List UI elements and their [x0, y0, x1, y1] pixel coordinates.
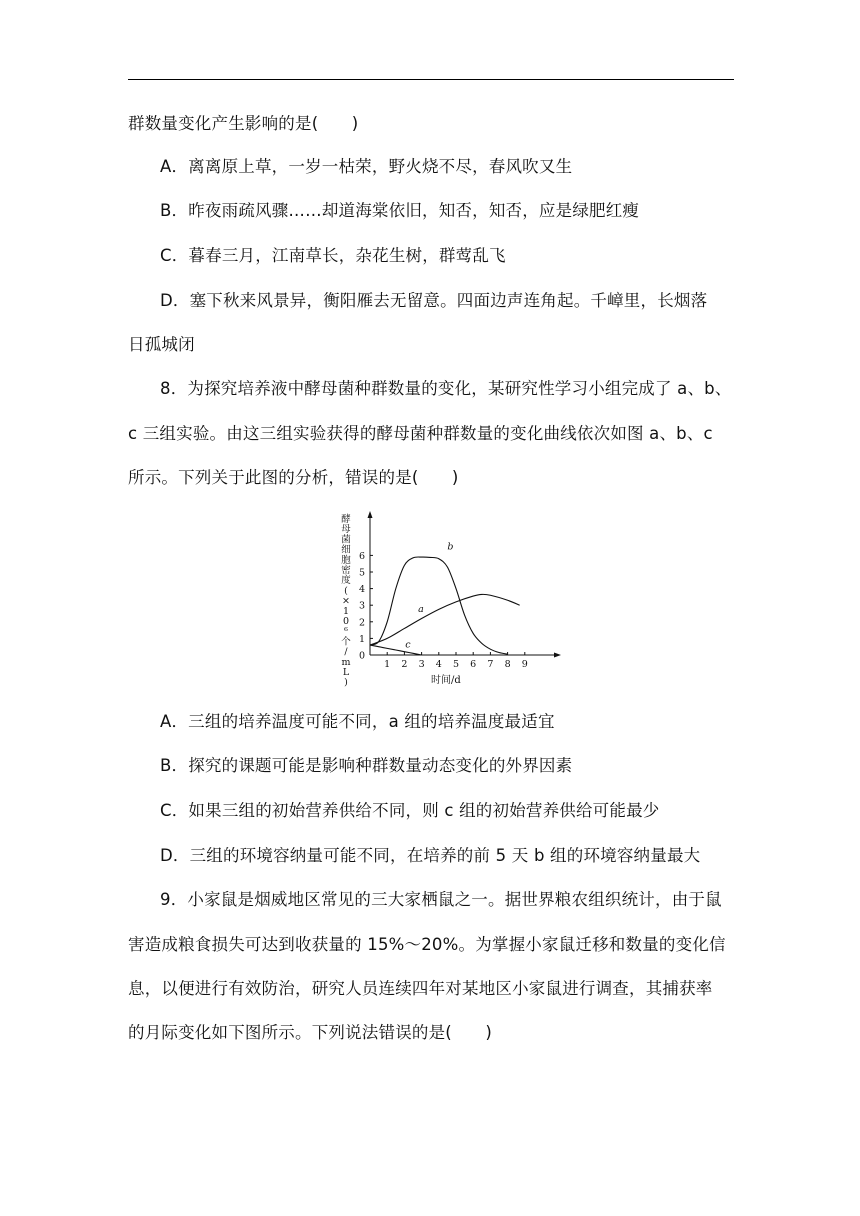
yeast-density-chart [336, 508, 564, 694]
q9-stem-line2: 害造成粮食损失可达到收获量的 15%～20%。为掌握小家鼠迁移和数量的变化信 [128, 935, 726, 954]
y-axis-label-char: m [341, 656, 351, 668]
y-tick-label: 3 [358, 600, 365, 612]
y-axis-arrow [368, 511, 373, 518]
x-tick-label: 1 [384, 659, 391, 670]
q7-option-b: B．昨夜雨疏风骤……却道海棠依旧，知否，知否，应是绿肥红瘦 [160, 201, 640, 220]
x-tick-label: 6 [470, 659, 477, 670]
x-tick-label: 9 [521, 659, 528, 670]
y-axis-label-char: 酵 [341, 514, 351, 525]
q9-stem-line4: 的月际变化如下图所示。下列说法错误的是( ) [128, 1023, 492, 1042]
y-axis-label-char: ⁶ [344, 626, 348, 638]
q8-stem-line3: 所示。下列关于此图的分析，错误的是( ) [128, 468, 459, 487]
y-axis-label-char: ( [344, 585, 348, 597]
y-tick-label: 4 [358, 584, 365, 596]
x-tick-label: 5 [452, 659, 460, 670]
y-tick-label: 2 [358, 617, 365, 629]
y-axis-label-char: 胞 [341, 554, 351, 566]
q7-option-d-continued: 日孤城闭 [128, 335, 195, 354]
q8-option-c: C．如果三组的初始营养供给不同，则 c 组的初始营养供给可能最少 [160, 801, 660, 820]
curve-b [370, 557, 508, 654]
x-axis-label: 时间/d [431, 675, 461, 686]
curve-label-c: c [405, 639, 411, 651]
y-axis-label-char: 细 [341, 544, 351, 556]
header-rule [128, 79, 734, 80]
q8-stem-line1: 8．为探究培养液中酵母菌种群数量的变化，某研究性学习小组完成了 a、b、 [160, 379, 732, 398]
y-axis-label-char: × [342, 595, 350, 607]
q7-option-c: C．暮春三月，江南草长，杂花生树，群莺乱飞 [160, 246, 506, 265]
y-axis-label-char: 1 [342, 605, 350, 617]
q7-option-a: A．离离原上草，一岁一枯荣，野火烧不尽，春风吹又生 [160, 157, 573, 176]
x-tick-label: 8 [504, 659, 511, 670]
y-axis-label-char: 母 [341, 524, 351, 536]
x-tick-label: 7 [487, 659, 494, 670]
y-tick-label: 5 [358, 567, 365, 579]
y-axis-label-char: 0 [342, 616, 350, 627]
q7-option-d: D．塞下秋来风景异，衡阳雁去无留意。四面边声连角起。千嶂里，长烟落 [160, 291, 708, 310]
q9-stem-line1: 9．小家鼠是烟威地区常见的三大家栖鼠之一。据世界粮农组织统计，由于鼠 [160, 890, 722, 909]
y-axis-label-char: 个 [341, 636, 351, 648]
q8-option-b: B．探究的课题可能是影响种群数量动态变化的外界因素 [160, 756, 573, 775]
y-axis-label-char: 度 [341, 575, 351, 587]
x-tick-label: 3 [418, 659, 425, 670]
q8-option-a: A．三组的培养温度可能不同，a 组的培养温度最适宜 [160, 712, 555, 731]
curve-label-b: b [447, 541, 454, 553]
curve-c [370, 645, 422, 655]
q8-option-d: D．三组的环境容纳量可能不同，在培养的前 5 天 b 组的环境容纳量最大 [160, 846, 701, 865]
y-axis-label-char: L [342, 667, 350, 678]
q8-stem-line2: c 三组实验。由这三组实验获得的酵母菌种群数量的变化曲线依次如图 a、b、c [128, 424, 713, 443]
y-axis-label-char: 菌 [341, 534, 351, 546]
y-tick-label: 1 [358, 633, 365, 645]
curve-label-a: a [418, 603, 424, 615]
y-axis-label [341, 513, 351, 688]
x-tick-label: 2 [401, 659, 408, 670]
x-axis-arrow [554, 653, 561, 658]
x-tick-label: 4 [435, 659, 442, 670]
y-axis-label-char: / [344, 646, 348, 658]
q9-stem-line3: 息，以便进行有效防治，研究人员连续四年对某地区小家鼠进行调查，其捕获率 [128, 979, 713, 998]
y-axis-label-char: 密 [341, 565, 351, 576]
y-tick-label: 0 [358, 650, 365, 662]
y-axis-label-char: ) [344, 677, 348, 689]
y-tick-label: 6 [358, 550, 365, 562]
q7-stem-tail: 群数量变化产生影响的是( ) [128, 114, 359, 133]
